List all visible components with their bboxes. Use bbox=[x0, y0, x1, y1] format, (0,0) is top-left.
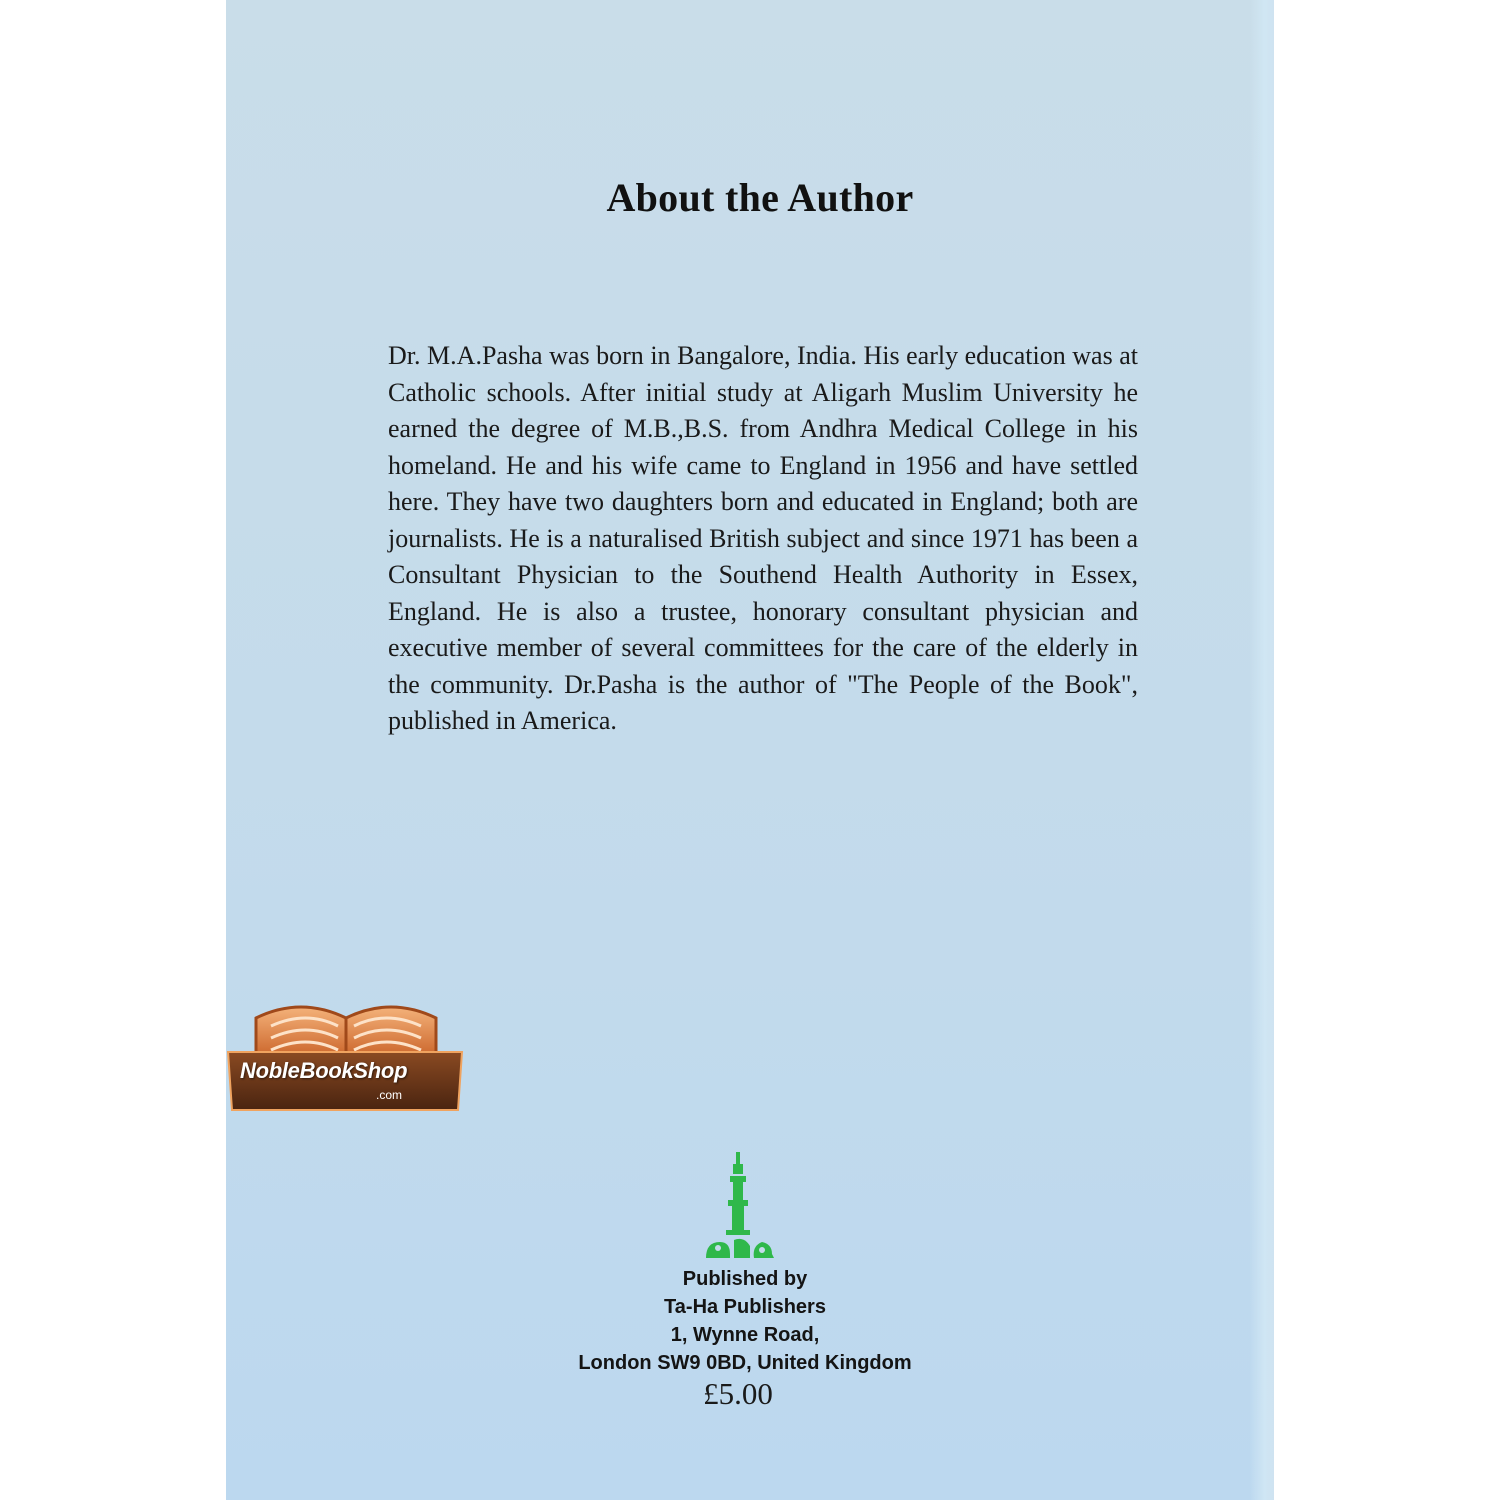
publisher-address-line-1: 1, Wynne Road, bbox=[670, 1324, 820, 1346]
page-title: About the Author bbox=[606, 175, 914, 220]
publisher-info bbox=[500, 1265, 990, 1377]
mosque-minaret-icon bbox=[700, 1150, 780, 1265]
open-book-icon bbox=[226, 996, 466, 1116]
published-by-label: Published by bbox=[682, 1268, 808, 1290]
noblebookshop-watermark bbox=[226, 996, 466, 1116]
publisher-address-line-2: London SW9 0BD, United Kingdom bbox=[578, 1352, 912, 1374]
author-bio: Dr. M.A.Pasha was born in Bangalore, India. His early education was at Catholic schools. After initial study at Aligarh Muslim University he earned the degree of M.B.,B.S. from Andhra Medical College in his homeland. He and his wife came to England in 1956 and have settled here. They have two daughters born and educated in England; both are journalists. He is a naturalised British subject and since 1971 has been a Consultant Physician to the Southend Health Authority in Essex, England. He is also a trustee, honorary consultant physician and executive member of several committees for the care of the elderly in the community. Dr.Pasha is the author of "The People of the Book", published in America. bbox=[388, 341, 1138, 735]
cover-edge bbox=[1250, 0, 1274, 1500]
watermark-domain: .com bbox=[376, 1088, 403, 1102]
price: £5.00 bbox=[703, 1376, 773, 1411]
publisher-name: Ta-Ha Publishers bbox=[664, 1296, 826, 1318]
watermark-name: NobleBookShop bbox=[240, 1058, 408, 1083]
